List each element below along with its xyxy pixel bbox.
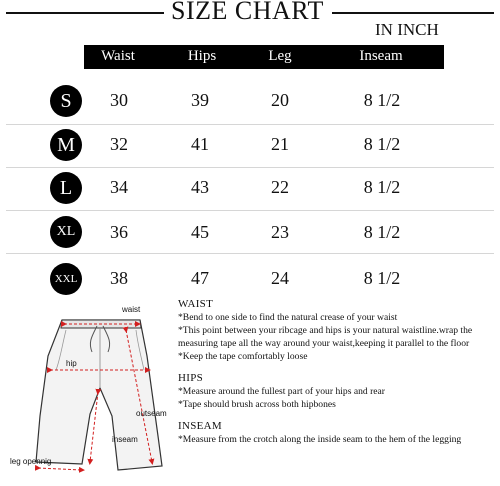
table-row bbox=[0, 124, 500, 166]
hips-cell: 39 bbox=[191, 90, 209, 110]
inseam-cell: 8 1/2 bbox=[363, 268, 401, 288]
leg-cell: 24 bbox=[271, 268, 289, 288]
inseam-cell: 8 1/2 bbox=[363, 90, 401, 110]
inseam-cell: 8 1/2 bbox=[363, 222, 401, 242]
inseam-heading: INSEAM bbox=[178, 420, 222, 432]
inseam-note: *Measure from the crotch along the inside seam to the hem of the legging bbox=[178, 434, 462, 445]
column-header-waist: Waist bbox=[101, 48, 135, 64]
leg-cell: 23 bbox=[271, 222, 289, 242]
waist-cell: 32 bbox=[110, 134, 128, 154]
waist-cell: 38 bbox=[110, 268, 128, 288]
shorts-measurement-diagram bbox=[0, 296, 176, 478]
table-row bbox=[0, 210, 500, 252]
measuring-notes bbox=[178, 298, 498, 446]
leg-opening-arrow bbox=[38, 468, 82, 470]
outseam-label: outseam bbox=[136, 409, 167, 418]
unit-label: IN INCH bbox=[375, 20, 439, 39]
hips-heading: HIPS bbox=[178, 372, 204, 384]
leg-cell: 20 bbox=[271, 90, 289, 110]
waist-note: measuring tape all the way around your waist,keeping it parallel to the floor bbox=[178, 338, 470, 349]
table-row bbox=[0, 253, 500, 295]
waist-cell: 34 bbox=[110, 177, 128, 197]
leg-opening-label: leg opennig bbox=[10, 457, 52, 466]
title-rule-right bbox=[332, 12, 494, 14]
leg-cell: 22 bbox=[271, 177, 289, 197]
waist-note: *This point between your ribcage and hips is your natural waistline.wrap the bbox=[178, 325, 473, 336]
table-row bbox=[0, 167, 500, 209]
inseam-cell: 8 1/2 bbox=[363, 177, 401, 197]
size-badge: XL bbox=[50, 216, 82, 248]
column-header-leg: Leg bbox=[268, 48, 292, 64]
hips-note: *Tape should brush across both hipbones bbox=[178, 399, 336, 410]
waist-note: *Bend to one side to find the natural crease of your waist bbox=[178, 312, 398, 323]
leg-cell: 21 bbox=[271, 134, 289, 154]
waist-heading: WAIST bbox=[178, 298, 214, 310]
table-header bbox=[84, 45, 444, 69]
inseam-cell: 8 1/2 bbox=[363, 134, 401, 154]
spacer bbox=[178, 363, 498, 372]
table-row bbox=[0, 80, 500, 122]
hips-cell: 45 bbox=[191, 222, 209, 242]
size-badge: S bbox=[50, 85, 82, 117]
size-badge: XXL bbox=[50, 263, 82, 295]
hips-cell: 41 bbox=[191, 134, 209, 154]
column-header-hips: Hips bbox=[187, 48, 217, 64]
waist-note: *Keep the tape comfortably loose bbox=[178, 351, 308, 362]
shorts-outline bbox=[36, 320, 162, 470]
hips-cell: 47 bbox=[191, 268, 209, 288]
waist-label: waist bbox=[122, 305, 141, 314]
waist-cell: 36 bbox=[110, 222, 128, 242]
page-title: SIZE CHART bbox=[171, 0, 324, 25]
title-rule-left bbox=[6, 12, 164, 14]
hips-cell: 43 bbox=[191, 177, 209, 197]
waist-cell: 30 bbox=[110, 90, 128, 110]
spacer bbox=[178, 411, 498, 420]
column-header-inseam: Inseam bbox=[359, 48, 403, 64]
size-badge: M bbox=[50, 129, 82, 161]
hip-label: hip bbox=[66, 359, 77, 368]
hips-note: *Measure around the fullest part of your hips and rear bbox=[178, 386, 385, 397]
inseam-label: inseam bbox=[112, 435, 138, 444]
size-badge: L bbox=[50, 172, 82, 204]
